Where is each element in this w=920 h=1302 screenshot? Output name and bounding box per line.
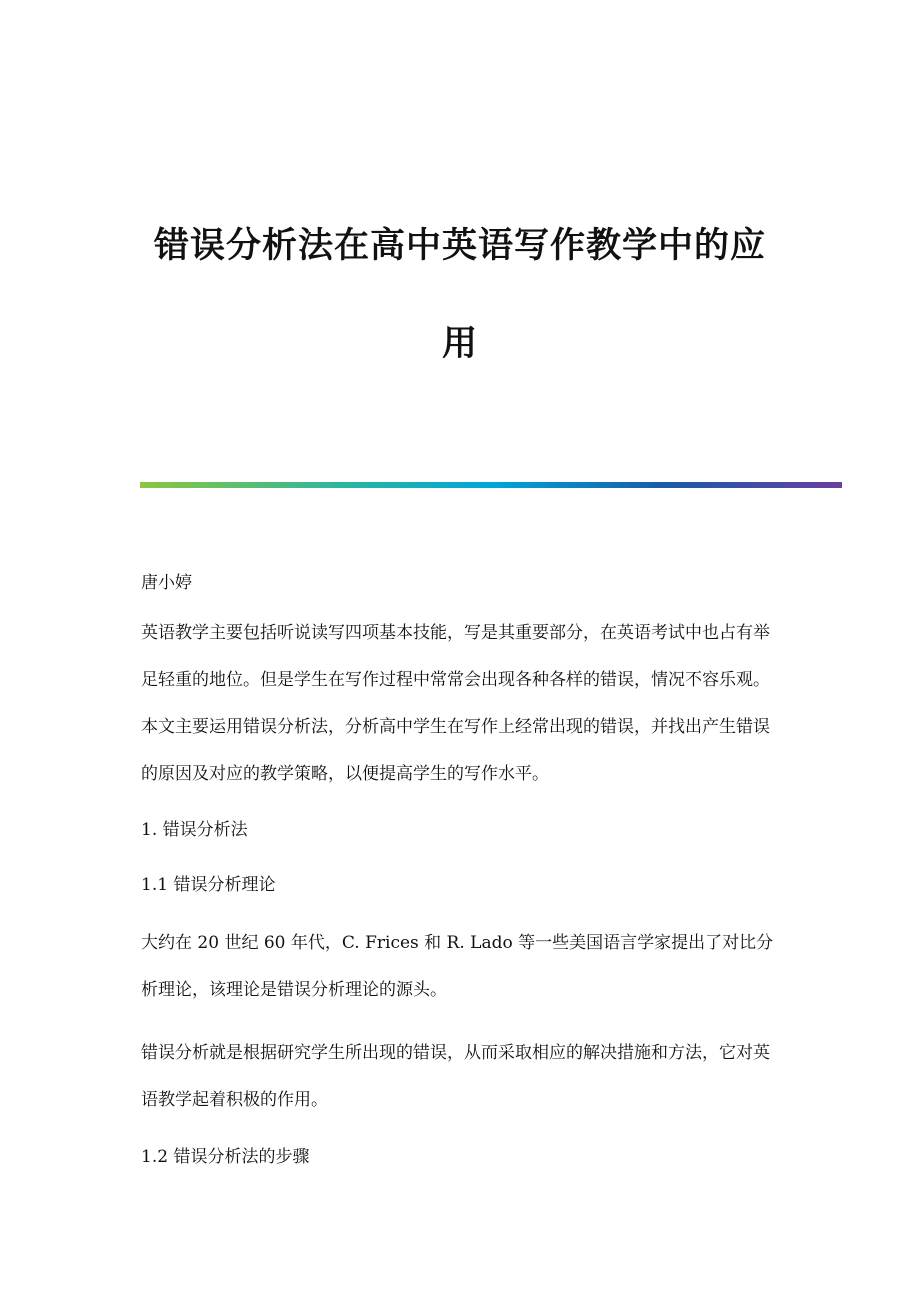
section-heading-1-1: 1.1 错误分析理论 [141,875,276,895]
document-title-line-2: 用 [441,324,478,364]
gradient-divider [140,482,842,488]
abstract-paragraph: 英语教学主要包括听说读写四项基本技能，写是其重要部分，在英语考试中也占有举足轻重的地位。但是学生在写作过程中常常会出现各种各样的错误，情况不容乐观。本文主要运用错误分析法，分析高中学生在写作上经常出现的错误，并找出产生错误的原因及对应的教学策略，以便提高学生的写作水平。 [141,623,770,784]
section-heading-1-2: 1.2 错误分析法的步骤 [141,1147,310,1167]
paragraph-error-analysis-definition: 错误分析就是根据研究学生所出现的错误，从而采取相应的解决措施和方法，它对英语教学起着积极的作用。 [141,1043,770,1110]
paragraph-theory-origin: 大约在 20 世纪 60 年代，C. Frices 和 R. Lado 等一些美国语言学家提出了对比分析理论，该理论是错误分析理论的源头。 [141,933,774,1000]
author-name: 唐小婷 [141,573,192,593]
section-heading-1: 1. 错误分析法 [141,820,248,840]
document-title-line-1: 错误分析法在高中英语写作教学中的应 [153,226,766,266]
